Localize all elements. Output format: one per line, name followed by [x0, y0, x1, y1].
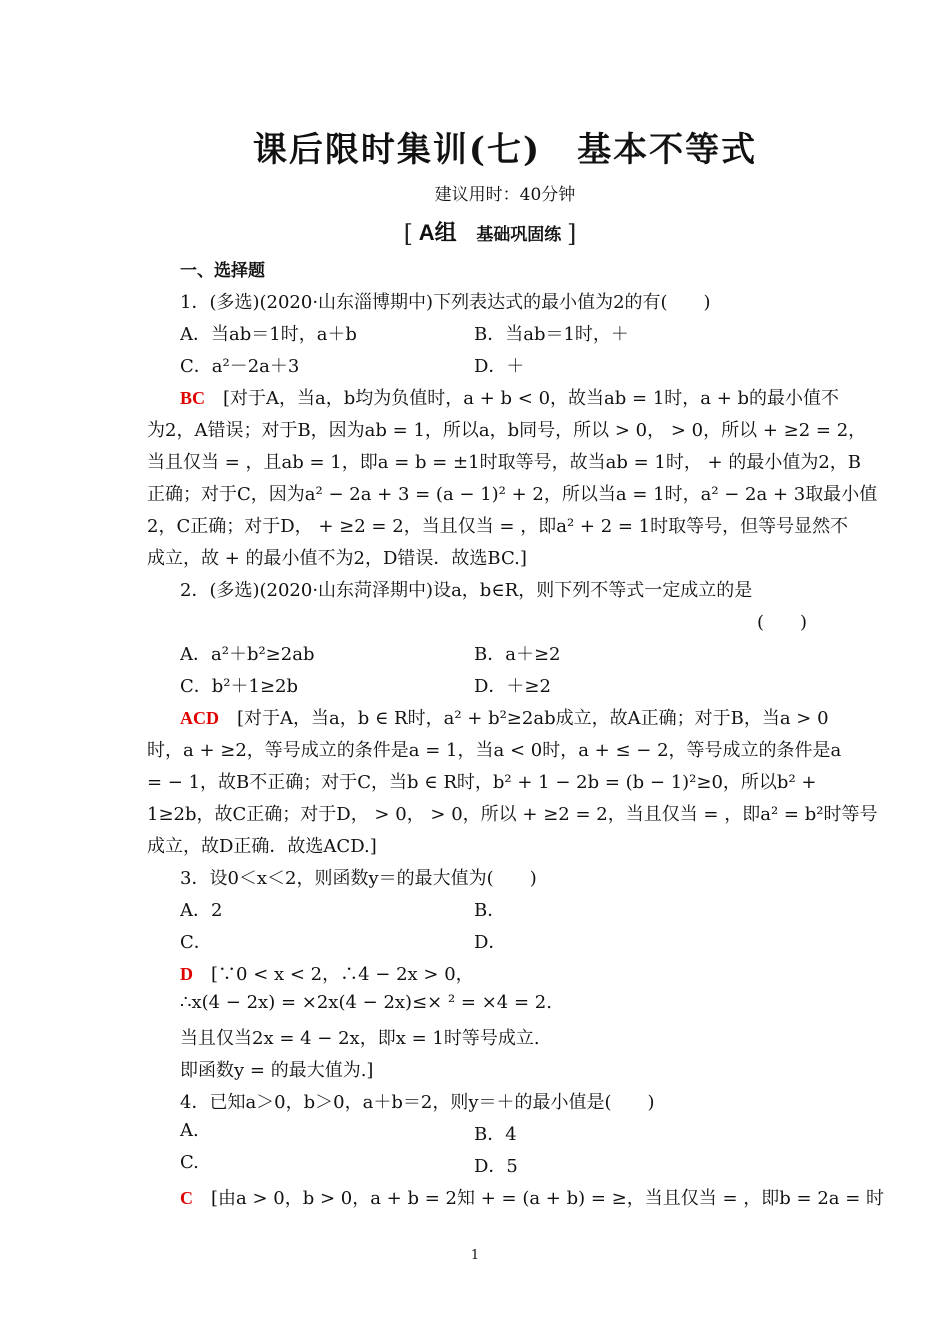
line-text: C．b²＋1≥2b	[180, 676, 299, 697]
text-line	[180, 992, 552, 1013]
line-text: [由a > 0，b > 0，a + b = 2知 + = (a + b) = ≥，当且仅当 = ，即b = 2a = 时	[193, 1188, 885, 1209]
text-line	[180, 352, 299, 378]
text-line	[147, 800, 877, 826]
text-line	[180, 576, 752, 602]
text-line	[180, 896, 222, 922]
text-line	[147, 480, 877, 506]
line-text: ∴x(4 − 2x) = ×2x(4 − 2x)≤× ² = ×4 = 2.	[180, 992, 552, 1013]
line-text: B．当ab＝1时，＋	[474, 324, 629, 345]
line-text: B．	[474, 900, 506, 921]
line-text: 即函数y = 的最大值为.]	[180, 1060, 374, 1081]
line-text: 正确；对于C，因为a² − 2a + 3 = (a − 1)² + 2，所以当a = 1时，a² − 2a + 3取最小值	[147, 484, 878, 505]
line-text: D．	[474, 932, 507, 953]
line-text: ( )	[757, 612, 808, 633]
line-text: 4．已知a＞0，b＞0，a＋b＝2，则y＝＋的最小值是( )	[180, 1092, 655, 1113]
line-text: [对于A，当a，b均为负值时，a + b < 0，故当ab = 1时，a + b的最小值不	[205, 388, 840, 409]
line-text: A.	[180, 1120, 199, 1141]
text-line	[180, 672, 298, 698]
text-line	[180, 864, 537, 890]
text-line	[474, 896, 505, 922]
line-text: 3．设0＜x＜2，则函数y＝的最大值为( )	[180, 868, 537, 889]
line-text: C.	[180, 1152, 199, 1173]
answer-key: BC	[180, 388, 206, 408]
line-text: 当且仅当2x = 4 − 2x，即x = 1时等号成立.	[180, 1028, 540, 1049]
text-line	[147, 832, 377, 858]
line-text: = − 1，故B不正确；对于C，当b ∈ R时，b² + 1 − 2b = (b − 1)²≥0，所以b² +	[147, 772, 817, 793]
text-line	[474, 640, 561, 666]
line-text: D．＋≥2	[474, 676, 551, 697]
line-text: 当且仅当 = ，且ab = 1，即a = b = ±1时取等号，故当ab = 1时， + 的最小值为2，B	[147, 452, 862, 473]
time-note: 建议用时：40分钟	[434, 185, 576, 205]
group-header	[0, 216, 950, 248]
text-line	[180, 928, 212, 954]
text-line	[474, 1120, 517, 1146]
line-text: 时，a + ≥2，等号成立的条件是a = 1，当a < 0时，a + ≤ − 2，等号成立的条件是a	[147, 740, 842, 761]
text-line	[147, 512, 848, 538]
group-letter: A组	[418, 220, 457, 245]
line-text: A．2	[180, 900, 223, 921]
text-line	[180, 1088, 655, 1114]
text-line	[147, 736, 841, 762]
line-text: 成立，故D正确．故选ACD.]	[147, 836, 377, 857]
text-line	[180, 1120, 199, 1141]
answer-key: ACD	[180, 708, 219, 728]
text-line	[474, 1152, 518, 1178]
group-name: 基础巩固练	[476, 225, 562, 245]
line-text: A．当ab＝1时，a＋b	[180, 324, 357, 345]
line-text: C．a²－2a＋3	[180, 356, 300, 377]
line-text: 为2，A错误；对于B，因为ab = 1，所以a，b同号，所以 > 0， > 0，所以 + ≥2 = 2，	[147, 420, 867, 441]
text-line	[474, 320, 629, 346]
line-text: [对于A，当a，b ∈ R时，a² + b²≥2ab成立，故A正确；对于B，当a > 0	[219, 708, 829, 729]
text-line	[180, 384, 839, 410]
text-line	[180, 960, 474, 986]
answer-key: D	[180, 964, 193, 984]
text-line	[147, 768, 816, 794]
text-line	[147, 448, 861, 474]
section-heading: 一、选择题	[180, 261, 265, 281]
line-text: 2．(多选)(2020·山东菏泽期中)设a，b∈R，则下列不等式一定成立的是	[180, 580, 753, 601]
text-line	[180, 1024, 540, 1050]
text-line	[474, 352, 524, 378]
text-line	[474, 672, 551, 698]
page-title: 课后限时集训(七) 基本不等式	[252, 130, 758, 170]
line-text: B．4	[474, 1124, 517, 1145]
line-text: 成立，故 + 的最小值不为2，D错误．故选BC.]	[147, 548, 527, 569]
line-text: 2，C正确；对于D， + ≥2 = 2，当且仅当 = ，即a² + 2 = 1时取等号，但等号显然不	[147, 516, 849, 537]
text-line	[757, 608, 807, 634]
line-text: C．	[180, 932, 212, 953]
page-number: 1	[470, 1248, 480, 1263]
line-text: [∵0 < x < 2，∴4 − 2x > 0，	[193, 964, 474, 985]
text-line	[147, 544, 527, 570]
group-bracket-right: ]	[567, 220, 577, 248]
group-bracket-left: [	[403, 220, 413, 248]
text-line	[180, 1184, 884, 1210]
text-line	[147, 416, 866, 442]
text-line	[180, 320, 357, 346]
answer-key: C	[180, 1188, 193, 1208]
text-line	[180, 1056, 373, 1082]
text-line	[180, 640, 314, 666]
line-text: B．a＋≥2	[474, 644, 561, 665]
text-line	[180, 288, 711, 314]
line-text: 1≥2b，故C正确；对于D， > 0， > 0，所以 + ≥2 = 2，当且仅当 = ，即a² = b²时等号	[147, 804, 878, 825]
text-line	[180, 1152, 199, 1173]
line-text: D．＋	[474, 356, 525, 377]
line-text: A．a²＋b²≥2ab	[180, 644, 315, 665]
text-line	[474, 928, 506, 954]
text-line	[180, 704, 829, 730]
line-text: 1．(多选)(2020·山东淄博期中)下列表达式的最小值为2的有( )	[180, 292, 711, 313]
line-text: D．5	[474, 1156, 518, 1177]
